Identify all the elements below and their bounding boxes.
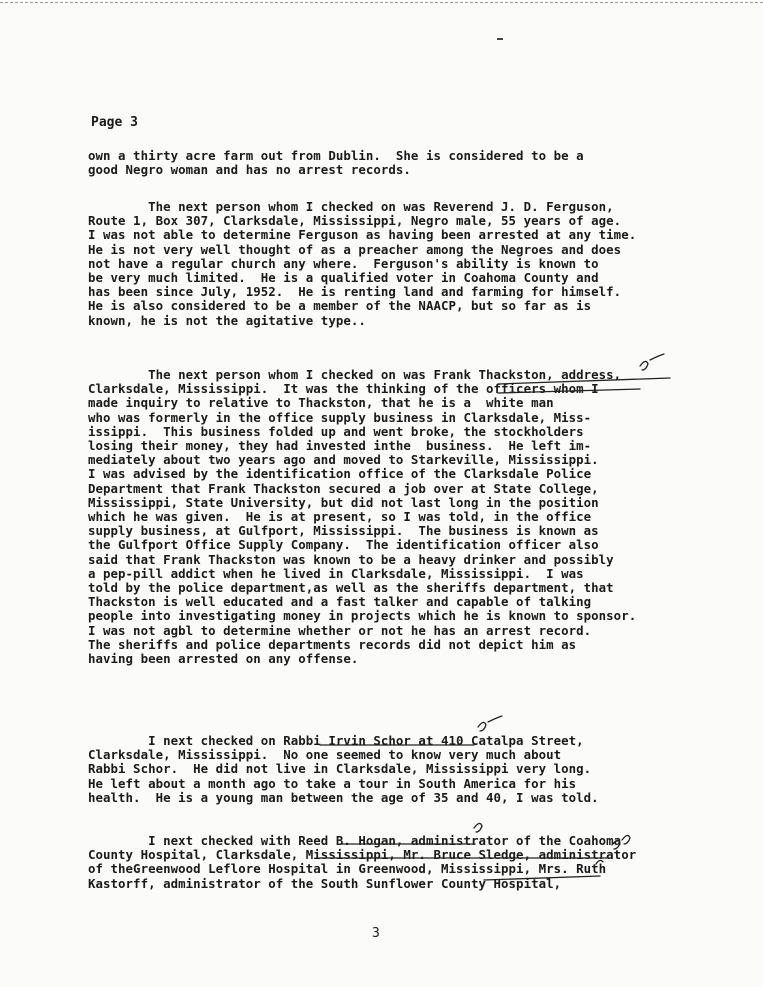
text-line: Department that Frank Thackston secured a job over at State College,	[88, 480, 599, 496]
text-line: having been arrested on any offense.	[88, 651, 359, 667]
text-line: Thackston is well educated and a fast talker and capable of talking	[88, 594, 592, 610]
text-line: I was not able to determine Ferguson as having been arrested at any time.	[88, 227, 637, 243]
text-line: I was advised by the identification office of the Clarksdale Police	[88, 466, 592, 482]
text-line: losing their money, they had invested inthe business. He left im-	[88, 438, 592, 454]
text-line: He left about a month ago to take a tour in South America for his	[88, 775, 577, 791]
text-line: supply business, at Gulfport, Mississippi. The business is known as	[88, 523, 599, 539]
text-line: made inquiry to relative to Thackston, that he is a white man	[88, 395, 554, 411]
text-line: I next checked on Rabbi Irvin Schor at 410 Catalpa Street,	[88, 733, 584, 748]
text-line: The sheriffs and police departments records did not depict him as	[88, 636, 577, 652]
text-line: Clarksdale, Mississippi. No one seemed to know very much about	[88, 747, 562, 763]
check-mark-thackston	[640, 354, 664, 370]
page-top-edge	[0, 2, 763, 3]
page-number: 3	[372, 926, 380, 941]
text-line: issippi. This business folded up and went broke, the stockholders	[88, 423, 584, 439]
text-line: told by the police department,as well as the sheriffs department, that	[88, 580, 614, 596]
text-line: be very much limited. He is a qualified voter in Coahoma County and	[88, 270, 599, 286]
check-mark-schor	[478, 716, 502, 731]
text-line: mediately about two years ago and moved to Starkeville, Mississippi.	[88, 452, 599, 468]
page-label: Page 3	[91, 115, 138, 130]
text-line: The next person whom I checked on was Frank Thackston, address,	[88, 367, 622, 382]
text-line: health. He is a young man between the age of 35 and 40, I was told.	[88, 789, 599, 805]
text-line: I was not agbl to determine whether or not he has an arrest record.	[88, 622, 592, 638]
text-line: the Gulfport Office Supply Company. The identification officer also	[88, 537, 599, 553]
text-line: of theGreenwood Leflore Hospital in Greenwood, Mississippi, Mrs. Ruth	[88, 861, 607, 877]
text-line: I next checked with Reed B. Hogan, administrator of the Coahoma	[88, 833, 622, 848]
paragraph-ferguson	[88, 200, 636, 328]
text-line: Clarksdale, Mississippi. It was the thinking of the officers whom I	[88, 381, 599, 397]
text-line: has been since July, 1952. He is renting land and farming for himself.	[88, 284, 622, 300]
text-line: County Hospital, Clarksdale, Mississippi, Mr. Bruce Sledge, administrator	[88, 847, 637, 863]
paragraph-dublin-farm	[88, 149, 584, 177]
text-line: He is also considered to be a member of the NAACP, but so far as is	[88, 298, 592, 314]
text-line: not have a regular church any where. Ferguson's ability is known to	[88, 255, 599, 271]
paragraph-thackston	[88, 368, 636, 666]
text-line: good Negro woman and has no arrest records.	[88, 162, 411, 178]
text-line: Route 1, Box 307, Clarksdale, Mississippi, Negro male, 55 years of age.	[88, 213, 622, 229]
text-line: known, he is not the agitative type..	[88, 312, 366, 328]
text-line: Mississippi, State University, but did not last long in the position	[88, 494, 599, 510]
scan-speck	[497, 38, 503, 40]
paragraph-schor	[88, 734, 599, 805]
text-line: people into investigating money in projects which he is known to sponsor.	[88, 608, 637, 624]
text-line: which he was given. He is at present, so I was told, in the office	[88, 509, 592, 525]
text-line: own a thirty acre farm out from Dublin. She is considered to be a	[88, 148, 584, 163]
text-line: The next person whom I checked on was Reverend J. D. Ferguson,	[88, 199, 614, 214]
text-line: Kastorff, administrator of the South Sunflower County Hospital,	[88, 875, 562, 891]
text-line: said that Frank Thackston was known to be a heavy drinker and possibly	[88, 551, 614, 567]
text-line: a pep-pill addict when he lived in Clarksdale, Mississippi. I was	[88, 565, 584, 581]
text-line: who was formerly in the office supply business in Clarksdale, Miss-	[88, 409, 592, 425]
paragraph-hospital-administrators	[88, 834, 636, 891]
text-line: Rabbi Schor. He did not live in Clarksdale, Mississippi very long.	[88, 761, 592, 777]
check-mark-hogan	[474, 823, 482, 832]
text-line: He is not very well thought of as a preacher among the Negroes and does	[88, 241, 622, 257]
